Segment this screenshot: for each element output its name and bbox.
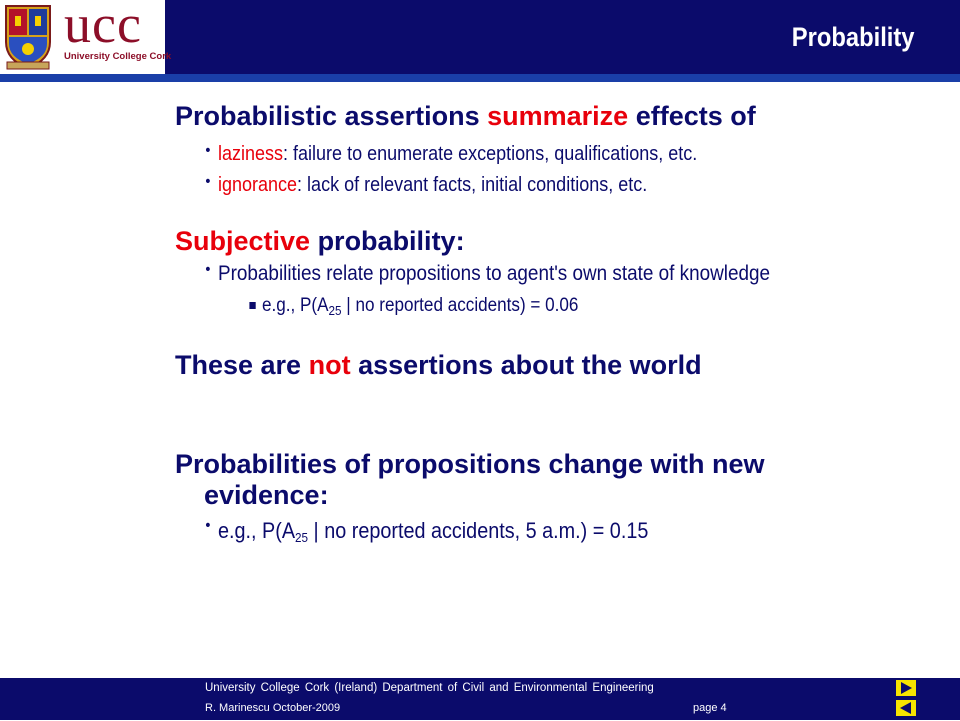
footer-author: R. Marinescu October-2009 xyxy=(205,702,341,714)
next-slide-button[interactable] xyxy=(896,680,916,696)
heading-subjective-probability: Subjective probability: xyxy=(175,226,465,256)
play-left-icon xyxy=(896,700,916,716)
footer-page-number: page 4 xyxy=(693,702,727,714)
crest-icon xyxy=(3,2,53,70)
bullet-probabilities-relate: • Probabilities relate propositions to agent's own state of knowledge xyxy=(205,261,771,285)
heading-evidence: evidence: xyxy=(204,480,329,510)
bullet-example-015: • e.g., $P(A_{25}$ | no reported accidents, 5 a.m.) = 0.15 xyxy=(205,517,649,545)
brand-subtext: University College Cork xyxy=(64,51,172,62)
heading-not-assertions: These are not assertions about the world xyxy=(175,350,702,380)
brand-text: ucc xyxy=(64,0,142,54)
heading-probabilistic-assertions: Probabilistic assertions summarize effects of xyxy=(175,101,756,131)
slide-title: Probability xyxy=(792,22,915,52)
bullet-ignorance: • ignorance: lack of relevant facts, initial conditions, etc. xyxy=(205,173,648,196)
subbullet-example-006: e.g., $P(A_{25}$ | no reported accidents) = 0.06 xyxy=(262,295,578,318)
university-logo xyxy=(0,0,172,74)
header-underline xyxy=(0,74,960,82)
footer-institution: University College Cork (Ireland) Department of Civil and Environmental Engineering xyxy=(205,682,654,694)
bullet-laziness: • laziness: failure to enumerate exceptions, qualifications, etc. xyxy=(205,142,698,165)
heading-probabilities-change: Probabilities of propositions change with new xyxy=(175,449,765,479)
previous-slide-button[interactable] xyxy=(896,700,916,716)
play-right-icon xyxy=(896,680,916,696)
